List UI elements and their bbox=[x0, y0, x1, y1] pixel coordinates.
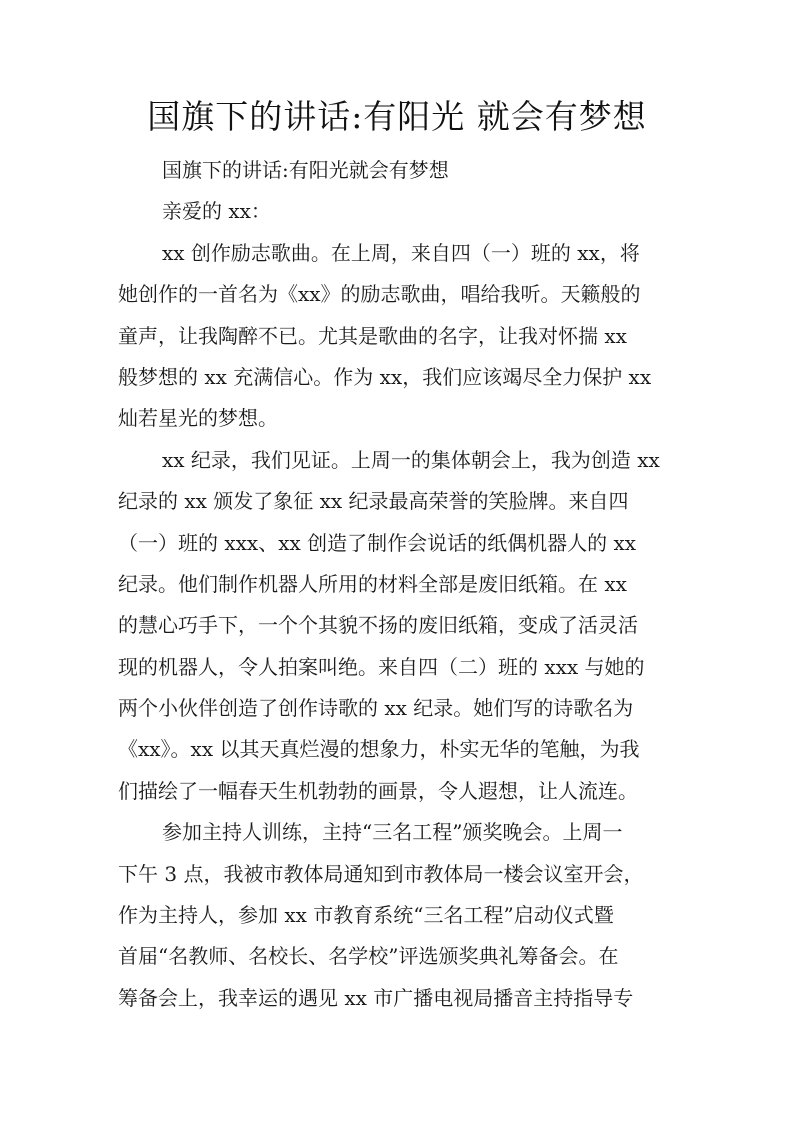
text-line: 灿若星光的梦想。 bbox=[118, 406, 278, 431]
text-line: 她创作的一首名为《xx》的励志歌曲，唱给我听。天籁般的 bbox=[118, 282, 641, 307]
text-line: 纪录的 xx 颁发了象征 xx 纪录最高荣誉的笑脸牌。来自四 bbox=[118, 489, 629, 514]
text-line: 参加主持人训练，主持“三名工程”颁奖晚会。上周一 bbox=[162, 820, 623, 845]
text-line: 般梦想的 xx 充满信心。作为 xx，我们应该竭尽全力保护 xx bbox=[118, 364, 652, 389]
text-line: 两个小伙伴创造了创作诗歌的 xx 纪录。她们写的诗歌名为 bbox=[118, 696, 634, 721]
text-line: 纪录。他们制作机器人所用的材料全部是废旧纸箱。在 xx bbox=[118, 571, 627, 596]
text-line: xx 纪录，我们见证。上周一的集体朝会上，我为创造 xx bbox=[162, 447, 660, 472]
text-line: 筹备会上，我幸运的遇见 xx 市广播电视局播音主持指导专 bbox=[118, 985, 634, 1010]
text-line: 们描绘了一幅春天生机勃勃的画景，令人遐想，让人流连。 bbox=[118, 778, 638, 803]
text-line: 首届“名教师、名校长、名学校”评选颁奖典礼筹备会。在 bbox=[118, 944, 619, 969]
text-line: xx 创作励志歌曲。在上周，来自四（一）班的 xx，将 bbox=[162, 240, 640, 265]
text-line: 《xx》。xx 以其天真烂漫的想象力，朴实无华的笔触，为我 bbox=[118, 737, 640, 762]
text-line: 亲爱的 xx： bbox=[162, 199, 271, 224]
document-body bbox=[118, 150, 690, 1019]
text-line: 的慧心巧手下，一个个其貌不扬的废旧纸箱，变成了活灵活 bbox=[118, 613, 638, 638]
document-title: 国旗下的讲话:有阳光 就会有梦想 bbox=[147, 97, 647, 136]
text-line: 国旗下的讲话:有阳光就会有梦想 bbox=[162, 158, 449, 182]
text-line: 现的机器人，令人拍案叫绝。来自四（二）班的 xxx 与她的 bbox=[118, 654, 645, 679]
text-line: 下午 3 点，我被市教体局通知到市教体局一楼会议室开会， bbox=[118, 861, 644, 886]
text-line: 童声，让我陶醉不已。尤其是歌曲的名字，让我对怀揣 xx bbox=[118, 323, 627, 348]
text-line: 作为主持人，参加 xx 市教育系统“三名工程”启动仪式暨 bbox=[118, 903, 614, 928]
text-line: （一）班的 xxx、xx 创造了制作会说话的纸偶机器人的 xx bbox=[118, 530, 637, 555]
